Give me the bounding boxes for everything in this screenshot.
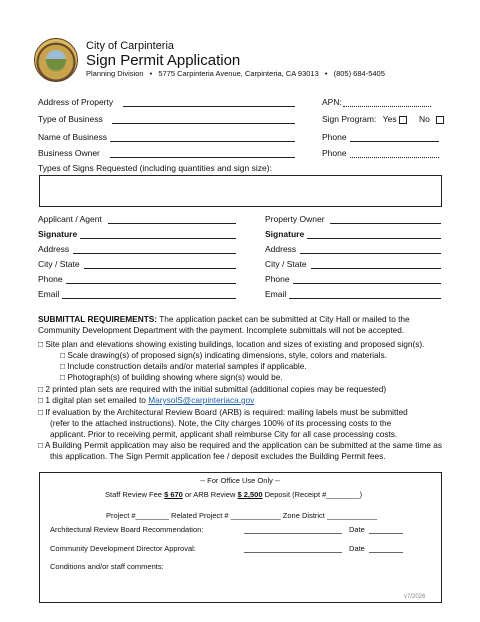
arb-date-label: Date — [349, 525, 365, 534]
sub-2-text: Include construction details and/or material samples if applicable. — [67, 361, 307, 371]
arb-date-field[interactable] — [369, 533, 403, 534]
checkbox-icon[interactable]: □ — [38, 395, 44, 405]
email-link[interactable]: MarysolS@carpinteriaca.gov — [148, 395, 255, 405]
office-address: 5775 Carpinteria Avenue, Carpinteria, CA 93013 — [158, 69, 319, 78]
address-of-property-field[interactable] — [123, 106, 295, 107]
checkbox-icon[interactable]: □ — [38, 407, 44, 417]
owner-city-label: City / State — [265, 259, 307, 269]
item-5-text-1: A Building Permit application may also be required and the application can be submitted at the same time as — [44, 440, 442, 450]
arb-fee: $ 2,500 — [237, 490, 263, 499]
applicant-title: Applicant / Agent — [38, 214, 102, 224]
item-5-text-2: this application. The Sign Permit application fee / deposit excludes the Building Permit fees. — [50, 451, 386, 461]
comments-label: Conditions and/or staff comments: — [50, 562, 164, 571]
submittal-sub-2 — [60, 361, 307, 372]
submittal-heading: SUBMITTAL REQUIREMENTS: — [38, 314, 158, 324]
applicant-phone-label: Phone — [38, 274, 63, 284]
sub-1-text: Scale drawing(s) of proposed sign(s) indicating dimensions, style, colors and materials. — [67, 350, 387, 360]
owner-name-field[interactable] — [330, 223, 441, 224]
business-owner-label: Business Owner — [38, 148, 100, 158]
cdd-approval-label: Community Development Director Approval: — [50, 544, 196, 553]
applicant-address-label: Address — [38, 244, 70, 254]
city-name: City of Carpinteria — [86, 40, 175, 52]
submittal-item-4 — [38, 407, 408, 418]
cdd-date-label: Date — [349, 544, 365, 553]
phone-label: Phone — [322, 132, 347, 142]
checkbox-icon[interactable]: □ — [60, 372, 66, 382]
address-of-property-label: Address of Property — [38, 97, 114, 107]
cdd-date-field[interactable] — [369, 552, 403, 553]
submittal-item-5 — [38, 440, 442, 451]
bullet: • — [149, 69, 153, 78]
page-title: Sign Permit Application — [86, 52, 241, 69]
fee-or: or ARB Review — [184, 490, 236, 499]
owner-phone2-field[interactable] — [293, 283, 441, 284]
applicant-email-label: Email — [38, 289, 60, 299]
project-line: Project #________ Related Project # ____________ Zone District ____________ — [106, 511, 378, 520]
cdd-approval-field[interactable] — [244, 552, 342, 553]
submittal-sub-3 — [60, 372, 283, 383]
submittal-intro-2: Community Development Department with the payment. Incomplete submittals will not be accepted. — [38, 325, 405, 335]
applicant-city-label: City / State — [38, 259, 80, 269]
apn-field[interactable] — [343, 106, 431, 107]
applicant-address-field[interactable] — [73, 253, 236, 254]
item-3-text: 1 digital plan set emailed to — [45, 395, 146, 405]
no-label: No — [418, 114, 430, 124]
fee-pre: Staff Review Fee — [105, 490, 162, 499]
owner-phone-field[interactable] — [350, 157, 439, 158]
contact-info — [86, 69, 385, 78]
item-4-text-1: If evaluation by the Architectural Review Board (ARB) is required: mailing labels must be submitted — [45, 407, 408, 417]
owner-title: Property Owner — [265, 214, 325, 224]
type-of-business-field[interactable] — [112, 123, 295, 124]
checkbox-icon[interactable]: □ — [60, 350, 66, 360]
submittal-item-1 — [38, 339, 424, 350]
applicant-email-field[interactable] — [62, 298, 236, 299]
sign-program-label: Sign Program: — [322, 114, 377, 124]
checkbox-icon[interactable]: □ — [60, 361, 66, 371]
applicant-city-field[interactable] — [84, 268, 236, 269]
item-4-text-2: (refer to the attached instructions). Note, the City charges 100% of its processing costs to the — [50, 418, 392, 428]
owner-phone-label: Phone — [322, 148, 347, 158]
owner-email-field[interactable] — [289, 298, 441, 299]
checkbox-icon[interactable]: □ — [38, 440, 44, 450]
owner-signature-label: Signature — [265, 229, 305, 239]
sub-3-text: Photograph(s) of building showing where sign(s) would be. — [67, 372, 283, 382]
owner-phone2-label: Phone — [265, 274, 290, 284]
business-owner-field[interactable] — [110, 157, 295, 158]
submittal-item-3 — [38, 395, 254, 406]
types-of-signs-label: Types of Signs Requested (including quantities and sign size): — [38, 163, 272, 173]
applicant-phone-field[interactable] — [66, 283, 236, 284]
yes-label: Yes — [382, 114, 397, 124]
division: Planning Division — [86, 69, 144, 78]
sign-program-group — [322, 114, 444, 124]
fee-line — [105, 490, 362, 499]
arb-recommendation-field[interactable] — [244, 533, 342, 534]
owner-signature-field[interactable] — [307, 238, 441, 239]
checkbox-icon[interactable]: □ — [38, 339, 44, 349]
fee-post: Deposit (Receipt #________) — [264, 490, 363, 499]
staff-fee: $ 670 — [164, 490, 183, 499]
office-use-heading: -- For Office Use Only -- — [200, 476, 280, 485]
item-2-text: 2 printed plan sets are required with the initial submittal (additional copies may be requested) — [45, 384, 387, 394]
apn-label: APN: — [322, 97, 342, 107]
item-4-text-3: applicant. Prior to receiving permit, applicant shall reimburse City for all case processing costs. — [50, 429, 398, 439]
submittal-sub-1 — [60, 350, 387, 361]
owner-address-label: Address — [265, 244, 297, 254]
arb-recommendation-label: Architectural Review Board Recommendation: — [50, 525, 204, 534]
applicant-signature-field[interactable] — [80, 238, 236, 239]
applicant-name-field[interactable] — [108, 223, 236, 224]
applicant-signature-label: Signature — [38, 229, 78, 239]
office-phone: (805) 684-5405 — [333, 69, 385, 78]
types-of-signs-textarea[interactable] — [39, 175, 442, 207]
type-of-business-label: Type of Business — [38, 114, 103, 124]
sign-program-yes-checkbox[interactable] — [399, 116, 407, 124]
version-label: v7/2026 — [404, 594, 426, 600]
city-seal-logo — [34, 38, 78, 82]
bullet: • — [324, 69, 328, 78]
checkbox-icon[interactable]: □ — [38, 384, 44, 394]
owner-address-field[interactable] — [300, 253, 441, 254]
owner-email-label: Email — [265, 289, 287, 299]
submittal-intro — [38, 314, 410, 325]
owner-city-field[interactable] — [311, 268, 441, 269]
business-phone-field[interactable] — [350, 141, 439, 142]
name-of-business-label: Name of Business — [38, 132, 107, 142]
submittal-item-2 — [38, 384, 386, 395]
item-1-text: Site plan and elevations showing existing buildings, location and sizes of existing and proposed sign(s). — [45, 339, 425, 349]
submittal-intro-1: The application packet can be submitted at City Hall or mailed to the — [159, 314, 410, 324]
name-of-business-field[interactable] — [110, 141, 295, 142]
sign-program-no-checkbox[interactable] — [436, 116, 444, 124]
